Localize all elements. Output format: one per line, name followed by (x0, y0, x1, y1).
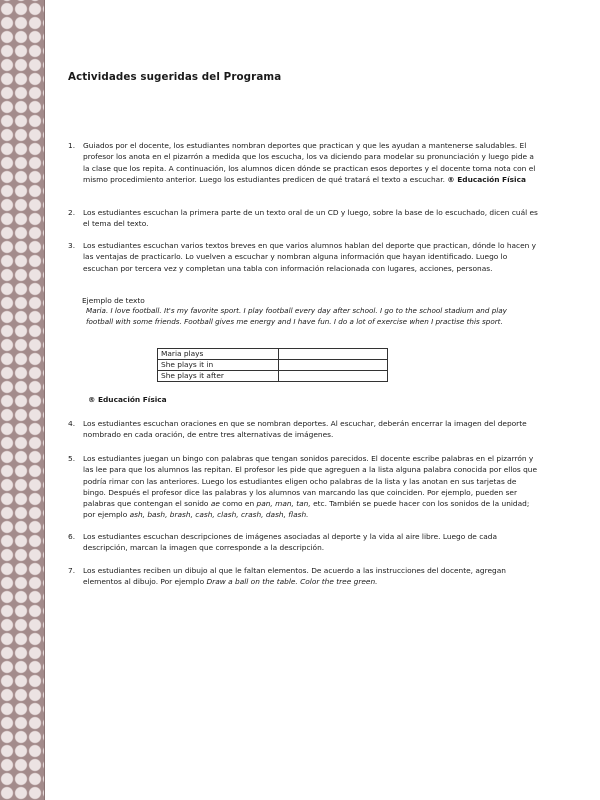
table-cell: She plays it in (158, 360, 279, 371)
item-text: Los estudiantes escuchan descripciones de imágenes asociadas al deporte y la vida al aire libre. Luego de cada descripción, marcan la imagen que corresponde a la descripción. (83, 532, 498, 553)
table-row (158, 360, 388, 371)
item-text: Los estudiantes reciben un dibujo al que le faltan elementos. De acuerdo a las instrucciones del docente, agregan elementos al dibujo. Por ejemplo (83, 566, 506, 587)
example-label: Ejemplo de texto (82, 296, 145, 305)
activity-item-4 (68, 418, 538, 441)
subject-tag: ® Educación Física (88, 395, 167, 404)
item-number: 1. (68, 141, 76, 150)
example-sound: ae (210, 499, 220, 509)
item-text: como en (222, 499, 255, 509)
item-text: Los estudiantes escuchan varios textos breves en que varios alumnos hablan del deporte que practican, dónde lo hacen y las ventajas de practicarlo. Lo vuelven a escuchar y nombran alguna información que hayan identificado. Luego lo escuchan por tercera vez y completan una tabla con información relacionada con lugares, acciones, personas. (83, 241, 537, 273)
activity-item-6 (68, 531, 538, 554)
activity-item-3 (68, 240, 538, 274)
item-text: Los estudiantes escuchan oraciones en que se nombran deportes. Al escuchar, deberán encerrar la imagen del deporte nombrado en cada oración, de entre tres alternativas de imágenes. (83, 419, 527, 440)
activity-item-1 (68, 140, 538, 185)
table-row (158, 349, 388, 360)
table-cell (279, 360, 388, 371)
example-sentence: Draw a ball on the table. Color the tree green. (206, 577, 378, 587)
activity-item-7 (68, 565, 538, 588)
item-text: Guiados por el docente, los estudiantes nombran deportes que practican y que les ayudan a mantenerse saludables. El profesor los anota en el pizarrón a medida que los escucha, los va diciendo para modelar su pronunciación y luego pide a la clase que los repita. A continuación, los alumnos dicen dónde se practican esos deportes y el docente toma nota con el mismo procedimiento anterior. Luego los estudiantes predicen de qué tratará el texto a escuchar. (83, 141, 536, 184)
item-number: 7. (68, 566, 76, 575)
example-text: Maria. I love football. It's my favorite sport. I play football every day after school. I go to the school stadium and play football with some friends. Football gives me energy and I have fun. I do a lot of exercise when I practise this sport. (86, 306, 507, 326)
item-number: 2. (68, 208, 76, 217)
table-row (158, 371, 388, 382)
item-number: 4. (68, 419, 76, 428)
item-number: 3. (68, 241, 76, 250)
item-text: etc. También se puede hacer con los sonidos de la unidad; por ejemplo (83, 499, 530, 520)
subject-tag: ® Educación Física (447, 174, 526, 184)
activity-item-5 (68, 453, 538, 521)
item-text: Los estudiantes juegan un bingo con palabras que tengan sonidos parecidos. El docente escribe palabras en el pizarrón y las lee para que los alumnos las repitan. El profesor les pide que agreguen a la lista alguna palabra conocida por ellos que podría rimar con las anteriores. Luego los estudiantes eligen ocho palabras de la lista y las anotan en sus tarjetas de bingo. Después el profesor dice las palabras y los alumnos van marcando las que coinciden. Por ejemplo, pueden ser palabras que contengan el sonido (83, 454, 538, 509)
table-cell: She plays it after (158, 371, 279, 382)
item-text: Los estudiantes escuchan la primera parte de un texto oral de un CD y luego, sobre la base de lo escuchado, dicen cuál es el tema del texto. (83, 208, 538, 229)
page-title: Actividades sugeridas del Programa (68, 71, 282, 83)
item-number: 6. (68, 532, 76, 541)
table-cell (279, 349, 388, 360)
example-words: pan, man, tan, (256, 499, 311, 509)
activity-item-2 (68, 207, 538, 230)
example-words: ash, bash, brash, cash, clash, crash, dash, flash. (129, 510, 309, 520)
table-cell (279, 371, 388, 382)
info-table (157, 348, 388, 382)
table-cell: Maria plays (158, 349, 279, 360)
item-number: 5. (68, 454, 76, 463)
